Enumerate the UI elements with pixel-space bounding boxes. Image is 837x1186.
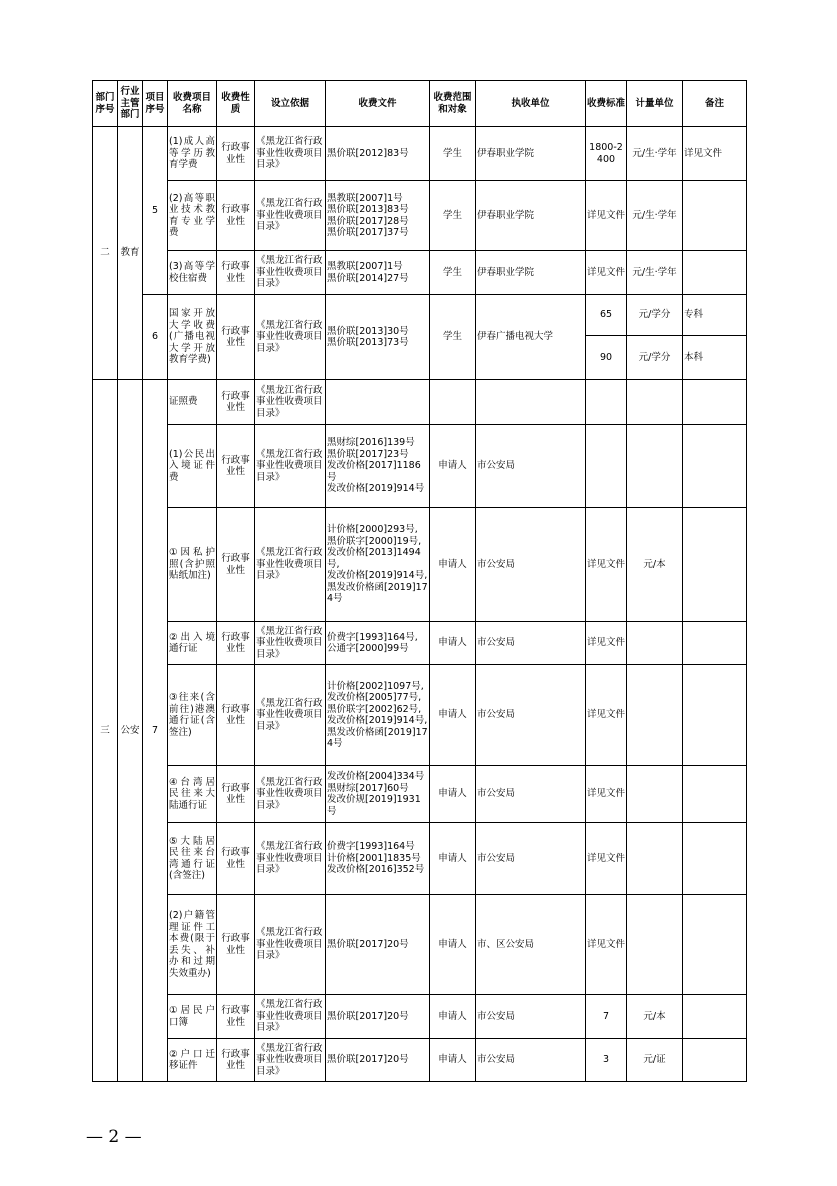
collector-cell: 市公安局 bbox=[476, 425, 586, 508]
table-row bbox=[93, 295, 747, 336]
scope-cell: 申请人 bbox=[430, 895, 476, 995]
scope-cell: 申请人 bbox=[430, 425, 476, 508]
standard-cell bbox=[586, 380, 627, 425]
note-cell bbox=[683, 766, 747, 823]
standard-cell: 1800-2400 bbox=[586, 127, 627, 181]
standard-cell: 详见文件 bbox=[586, 665, 627, 766]
fee-nature-cell: 行政事业性 bbox=[217, 622, 255, 665]
unit-cell: 元/证 bbox=[627, 1039, 683, 1082]
basis-cell: 《黑龙江省行政事业性收费项目目录》 bbox=[255, 622, 326, 665]
scope-cell: 申请人 bbox=[430, 823, 476, 895]
fee-name-cell: ①因私护照(含护照贴纸加注) bbox=[168, 508, 217, 622]
scope-cell: 申请人 bbox=[430, 665, 476, 766]
basis-cell: 《黑龙江省行政事业性收费项目目录》 bbox=[255, 1039, 326, 1082]
note-cell bbox=[683, 380, 747, 425]
scope-cell: 申请人 bbox=[430, 766, 476, 823]
standard-cell: 7 bbox=[586, 995, 627, 1039]
scope-cell: 申请人 bbox=[430, 508, 476, 622]
note-cell: 专科 bbox=[683, 295, 747, 336]
unit-cell bbox=[627, 425, 683, 508]
collector-cell: 市公安局 bbox=[476, 823, 586, 895]
scope-cell: 学生 bbox=[430, 181, 476, 251]
table-row bbox=[93, 995, 747, 1039]
unit-cell: 元/学分 bbox=[627, 295, 683, 336]
table-row bbox=[93, 1039, 747, 1082]
dept-name-cell: 教育 bbox=[118, 127, 143, 380]
note-cell bbox=[683, 181, 747, 251]
unit-cell: 元/学分 bbox=[627, 336, 683, 380]
table-header-row bbox=[93, 81, 747, 127]
fee-nature-cell: 行政事业性 bbox=[217, 766, 255, 823]
standard-cell: 详见文件 bbox=[586, 508, 627, 622]
fee-nature-cell: 行政事业性 bbox=[217, 425, 255, 508]
note-cell bbox=[683, 251, 747, 295]
dept-no-cell: 二 bbox=[93, 127, 118, 380]
table-row bbox=[93, 895, 747, 995]
unit-cell bbox=[627, 766, 683, 823]
unit-cell: 元/生·学年 bbox=[627, 181, 683, 251]
unit-cell bbox=[627, 823, 683, 895]
fee-table bbox=[92, 80, 747, 1082]
standard-cell: 详见文件 bbox=[586, 622, 627, 665]
header-scope: 收费范围和对象 bbox=[430, 81, 476, 127]
dept-name-cell: 公安 bbox=[118, 380, 143, 1082]
note-cell bbox=[683, 995, 747, 1039]
doc-cell: 计价格[2000]293号, 黑价联字[2000]19号, 发改价格[2013]1494号, 发改价格[2019]914号, 黑发改价格函[2019]174号 bbox=[326, 508, 430, 622]
unit-cell bbox=[627, 622, 683, 665]
fee-nature-cell: 行政事业性 bbox=[217, 295, 255, 380]
fee-nature-cell: 行政事业性 bbox=[217, 895, 255, 995]
basis-cell: 《黑龙江省行政事业性收费项目目录》 bbox=[255, 425, 326, 508]
fee-nature-cell: 行政事业性 bbox=[217, 508, 255, 622]
basis-cell: 《黑龙江省行政事业性收费项目目录》 bbox=[255, 251, 326, 295]
standard-cell: 详见文件 bbox=[586, 181, 627, 251]
basis-cell: 《黑龙江省行政事业性收费项目目录》 bbox=[255, 823, 326, 895]
fee-name-cell: ②户口迁移证件 bbox=[168, 1039, 217, 1082]
fee-name-cell: (1)公民出入境证件费 bbox=[168, 425, 217, 508]
header-note: 备注 bbox=[683, 81, 747, 127]
fee-nature-cell: 行政事业性 bbox=[217, 823, 255, 895]
standard-cell bbox=[586, 425, 627, 508]
header-doc: 收费文件 bbox=[326, 81, 430, 127]
header-collector: 执收单位 bbox=[476, 81, 586, 127]
collector-cell: 市公安局 bbox=[476, 1039, 586, 1082]
doc-cell: 计价格[2002]1097号, 发改价格[2005]77号, 黑价联字[2002]62号, 发改价格[2019]914号, 黑发改价格函[2019]174号 bbox=[326, 665, 430, 766]
scope-cell bbox=[430, 380, 476, 425]
doc-cell bbox=[326, 380, 430, 425]
note-cell bbox=[683, 1039, 747, 1082]
fee-name-cell: (3)高等学校住宿费 bbox=[168, 251, 217, 295]
doc-cell: 发改价格[2004]334号 黑财综[2017]60号 发改价规[2019]1931号 bbox=[326, 766, 430, 823]
fee-name-cell: ②出入境通行证 bbox=[168, 622, 217, 665]
table-row bbox=[93, 380, 747, 425]
header-fee-name: 收费项目名称 bbox=[168, 81, 217, 127]
collector-cell: 市公安局 bbox=[476, 665, 586, 766]
fee-name-cell: (1)成人高等学历教育学费 bbox=[168, 127, 217, 181]
fee-name-cell: ①居民户口簿 bbox=[168, 995, 217, 1039]
basis-cell: 《黑龙江省行政事业性收费项目目录》 bbox=[255, 895, 326, 995]
note-cell bbox=[683, 823, 747, 895]
item-no-cell: 6 bbox=[143, 295, 168, 380]
note-cell bbox=[683, 425, 747, 508]
standard-cell: 详见文件 bbox=[586, 251, 627, 295]
collector-cell bbox=[476, 380, 586, 425]
scope-cell: 申请人 bbox=[430, 995, 476, 1039]
fee-nature-cell: 行政事业性 bbox=[217, 380, 255, 425]
scope-cell: 学生 bbox=[430, 127, 476, 181]
basis-cell: 《黑龙江省行政事业性收费项目目录》 bbox=[255, 508, 326, 622]
standard-cell: 65 bbox=[586, 295, 627, 336]
doc-cell: 价费字[1993]164号, 公通字[2000]99号 bbox=[326, 622, 430, 665]
header-dept-no: 部门序号 bbox=[93, 81, 118, 127]
unit-cell: 元/本 bbox=[627, 508, 683, 622]
basis-cell: 《黑龙江省行政事业性收费项目目录》 bbox=[255, 295, 326, 380]
item-no-cell: 7 bbox=[143, 380, 168, 1082]
table-row bbox=[93, 823, 747, 895]
header-industry-dept: 行业主管部门 bbox=[118, 81, 143, 127]
fee-name-cell: ③往来(含前往)港澳通行证(含签注) bbox=[168, 665, 217, 766]
unit-cell: 元/生·学年 bbox=[627, 251, 683, 295]
doc-cell: 黑价联[2013]30号 黑价联[2013]73号 bbox=[326, 295, 430, 380]
collector-cell: 伊春职业学院 bbox=[476, 181, 586, 251]
page-number: — 2 — bbox=[86, 1127, 142, 1147]
fee-name-cell: 证照费 bbox=[168, 380, 217, 425]
collector-cell: 伊春职业学院 bbox=[476, 127, 586, 181]
basis-cell: 《黑龙江省行政事业性收费项目目录》 bbox=[255, 380, 326, 425]
unit-cell bbox=[627, 380, 683, 425]
standard-cell: 90 bbox=[586, 336, 627, 380]
standard-cell: 详见文件 bbox=[586, 823, 627, 895]
basis-cell: 《黑龙江省行政事业性收费项目目录》 bbox=[255, 665, 326, 766]
fee-name-cell: (2)高等职业技术教育专业学费 bbox=[168, 181, 217, 251]
standard-cell: 详见文件 bbox=[586, 895, 627, 995]
fee-name-cell: 国家开放大学收费(广播电视大学开放教育学费) bbox=[168, 295, 217, 380]
collector-cell: 伊春职业学院 bbox=[476, 251, 586, 295]
basis-cell: 《黑龙江省行政事业性收费项目目录》 bbox=[255, 127, 326, 181]
fee-nature-cell: 行政事业性 bbox=[217, 127, 255, 181]
doc-cell: 黑价联[2017]20号 bbox=[326, 995, 430, 1039]
unit-cell: 元/生·学年 bbox=[627, 127, 683, 181]
doc-cell: 黑教联[2007]1号 黑价联[2014]27号 bbox=[326, 251, 430, 295]
note-cell: 本科 bbox=[683, 336, 747, 380]
table-row bbox=[93, 251, 747, 295]
table-row bbox=[93, 622, 747, 665]
unit-cell bbox=[627, 895, 683, 995]
fee-name-cell: (2)户籍管理证件工本费(限于丢失、补办和过期失效重办) bbox=[168, 895, 217, 995]
scope-cell: 申请人 bbox=[430, 622, 476, 665]
note-cell bbox=[683, 508, 747, 622]
unit-cell: 元/本 bbox=[627, 995, 683, 1039]
table-row bbox=[93, 425, 747, 508]
doc-cell: 价费字[1993]164号 计价格[2001]1835号 发改价格[2016]352号 bbox=[326, 823, 430, 895]
scope-cell: 申请人 bbox=[430, 1039, 476, 1082]
table-row bbox=[93, 766, 747, 823]
table-row bbox=[93, 665, 747, 766]
fee-nature-cell: 行政事业性 bbox=[217, 251, 255, 295]
collector-cell: 市公安局 bbox=[476, 508, 586, 622]
basis-cell: 《黑龙江省行政事业性收费项目目录》 bbox=[255, 181, 326, 251]
note-cell bbox=[683, 665, 747, 766]
standard-cell: 详见文件 bbox=[586, 766, 627, 823]
unit-cell bbox=[627, 665, 683, 766]
collector-cell: 伊春广播电视大学 bbox=[476, 295, 586, 380]
doc-cell: 黑价联[2017]20号 bbox=[326, 895, 430, 995]
fee-nature-cell: 行政事业性 bbox=[217, 665, 255, 766]
header-fee-nature: 收费性质 bbox=[217, 81, 255, 127]
note-cell bbox=[683, 895, 747, 995]
fee-nature-cell: 行政事业性 bbox=[217, 1039, 255, 1082]
collector-cell: 市公安局 bbox=[476, 622, 586, 665]
header-item-no: 项目序号 bbox=[143, 81, 168, 127]
collector-cell: 市公安局 bbox=[476, 766, 586, 823]
table-row bbox=[93, 127, 747, 181]
header-basis: 设立依据 bbox=[255, 81, 326, 127]
doc-cell: 黑价联[2012]83号 bbox=[326, 127, 430, 181]
scope-cell: 学生 bbox=[430, 295, 476, 380]
fee-nature-cell: 行政事业性 bbox=[217, 995, 255, 1039]
doc-cell: 黑价联[2017]20号 bbox=[326, 1039, 430, 1082]
item-no-cell: 5 bbox=[143, 127, 168, 295]
table-row bbox=[93, 508, 747, 622]
fee-name-cell: ④台湾居民往来大陆通行证 bbox=[168, 766, 217, 823]
note-cell bbox=[683, 622, 747, 665]
standard-cell: 3 bbox=[586, 1039, 627, 1082]
collector-cell: 市、区公安局 bbox=[476, 895, 586, 995]
basis-cell: 《黑龙江省行政事业性收费项目目录》 bbox=[255, 995, 326, 1039]
fee-name-cell: ⑤大陆居民往来台湾通行证(含签注) bbox=[168, 823, 217, 895]
dept-no-cell: 三 bbox=[93, 380, 118, 1082]
header-unit: 计量单位 bbox=[627, 81, 683, 127]
note-cell: 详见文件 bbox=[683, 127, 747, 181]
basis-cell: 《黑龙江省行政事业性收费项目目录》 bbox=[255, 766, 326, 823]
scope-cell: 学生 bbox=[430, 251, 476, 295]
table-row bbox=[93, 181, 747, 251]
header-standard: 收费标准 bbox=[586, 81, 627, 127]
doc-cell: 黑财综[2016]139号 黑价联[2017]23号 发改价格[2017]1186号 发改价格[2019]914号 bbox=[326, 425, 430, 508]
fee-nature-cell: 行政事业性 bbox=[217, 181, 255, 251]
doc-cell: 黑教联[2007]1号 黑价联[2013]83号 黑价联[2017]28号 黑价联[2017]37号 bbox=[326, 181, 430, 251]
collector-cell: 市公安局 bbox=[476, 995, 586, 1039]
